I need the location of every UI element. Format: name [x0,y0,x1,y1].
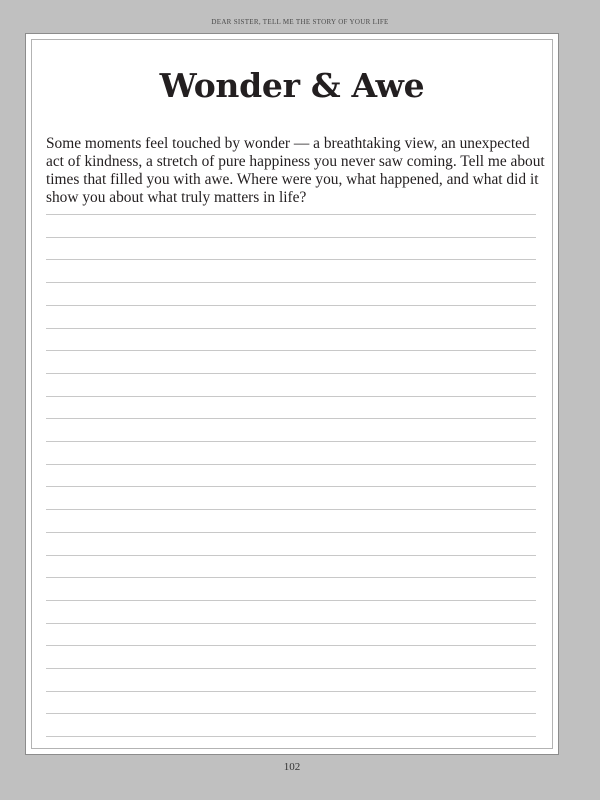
writing-line [46,350,536,351]
writing-line [46,532,536,533]
writing-line [46,486,536,487]
page-frame [25,33,559,755]
writing-line [46,645,536,646]
writing-line [46,305,536,306]
writing-line [46,577,536,578]
writing-line [46,691,536,692]
writing-line [46,441,536,442]
writing-line [46,282,536,283]
writing-line [46,736,536,737]
writing-line [46,396,536,397]
writing-line [46,328,536,329]
writing-line [46,713,536,714]
writing-line [46,464,536,465]
writing-line [46,600,536,601]
writing-line [46,623,536,624]
page-inner-border [31,39,553,749]
writing-line [46,555,536,556]
writing-line [46,259,536,260]
writing-line [46,237,536,238]
page-title: Wonder & Awe [159,66,425,105]
writing-line [46,373,536,374]
writing-line [46,214,536,215]
page-number: 102 [283,761,301,773]
writing-line [46,418,536,419]
journal-prompt: Some moments feel touched by wonder — a breathtaking view, an unexpected act of kindness, a stretch of pure happiness you never saw coming. Tell me about times that filled you with awe. Where were you, what happened, and what did it show you about what truly matters in life? [46,135,545,206]
writing-line [46,509,536,510]
running-header: DEAR SISTER, TELL ME THE STORY OF YOUR LIFE [211,18,389,26]
writing-line [46,668,536,669]
